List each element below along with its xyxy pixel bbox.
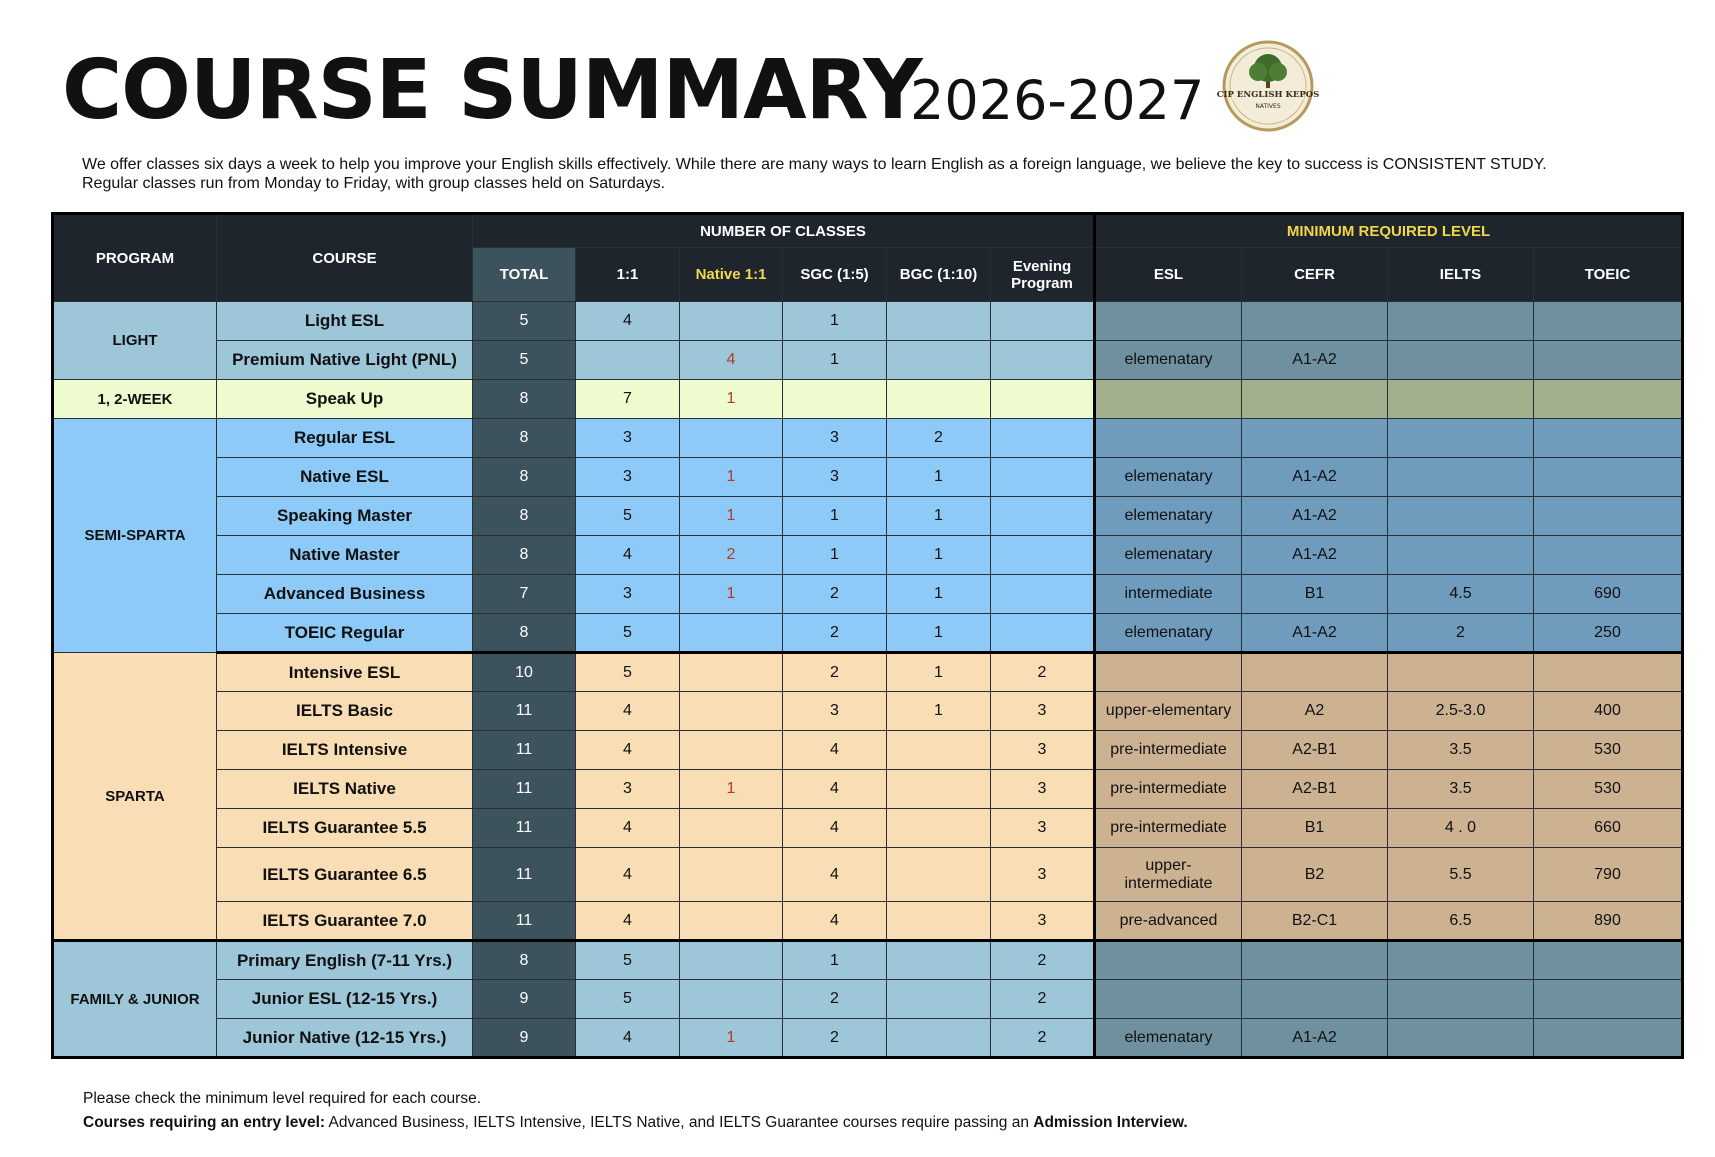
one-cell: 4 — [576, 848, 680, 902]
course-name: Junior Native (12-15 Yrs.) — [217, 1019, 473, 1058]
bgc-cell: 1 — [887, 575, 991, 614]
esl-cell: elemenatary — [1095, 341, 1242, 380]
toeic-cell: 660 — [1534, 809, 1683, 848]
one-cell: 7 — [576, 380, 680, 419]
evening-cell — [991, 341, 1095, 380]
sgc-cell: 3 — [783, 419, 887, 458]
total-cell: 11 — [473, 848, 576, 902]
footer-admission-interview: Admission Interview. — [1033, 1114, 1188, 1131]
one-cell: 4 — [576, 902, 680, 941]
toeic-cell: 790 — [1534, 848, 1683, 902]
one-cell: 5 — [576, 497, 680, 536]
bgc-cell — [887, 902, 991, 941]
table-row — [53, 809, 1683, 848]
sgc-cell: 2 — [783, 1019, 887, 1058]
header-evening: Evening Program — [991, 248, 1095, 302]
one-cell: 3 — [576, 419, 680, 458]
course-name: IELTS Guarantee 5.5 — [217, 809, 473, 848]
ielts-cell — [1388, 1019, 1534, 1058]
total-cell: 8 — [473, 458, 576, 497]
ielts-cell: 2 — [1388, 614, 1534, 653]
native-cell — [680, 692, 783, 731]
header-bgc: BGC (1:10) — [887, 248, 991, 302]
one-cell: 5 — [576, 653, 680, 692]
table-row — [53, 614, 1683, 653]
footer-line-2 — [83, 1111, 1188, 1135]
header-total: TOTAL — [473, 248, 576, 302]
esl-cell: pre-intermediate — [1095, 809, 1242, 848]
course-name: Native Master — [217, 536, 473, 575]
toeic-cell: 400 — [1534, 692, 1683, 731]
ielts-cell: 4.5 — [1388, 575, 1534, 614]
evening-cell — [991, 302, 1095, 341]
sgc-cell: 1 — [783, 497, 887, 536]
cefr-cell: A2-B1 — [1242, 731, 1388, 770]
cefr-cell — [1242, 302, 1388, 341]
toeic-cell — [1534, 941, 1683, 980]
one-cell: 3 — [576, 770, 680, 809]
course-name: IELTS Intensive — [217, 731, 473, 770]
toeic-cell — [1534, 419, 1683, 458]
toeic-cell — [1534, 1019, 1683, 1058]
one-cell: 5 — [576, 980, 680, 1019]
one-cell: 5 — [576, 941, 680, 980]
sgc-cell: 1 — [783, 536, 887, 575]
sgc-cell: 3 — [783, 692, 887, 731]
toeic-cell — [1534, 380, 1683, 419]
total-cell: 9 — [473, 1019, 576, 1058]
toeic-cell: 250 — [1534, 614, 1683, 653]
svg-text:NATIVES: NATIVES — [1255, 103, 1281, 110]
one-cell: 4 — [576, 302, 680, 341]
table-row — [53, 458, 1683, 497]
footer-entry-label: Courses requiring an entry level: — [83, 1114, 326, 1131]
esl-cell — [1095, 980, 1242, 1019]
course-name: Advanced Business — [217, 575, 473, 614]
table-row — [53, 497, 1683, 536]
esl-cell: pre-intermediate — [1095, 770, 1242, 809]
ielts-cell — [1388, 536, 1534, 575]
ielts-cell: 5.5 — [1388, 848, 1534, 902]
header-number-of-classes: NUMBER OF CLASSES — [473, 214, 1095, 248]
intro-text — [82, 155, 1642, 193]
toeic-cell — [1534, 302, 1683, 341]
cefr-cell: A1-A2 — [1242, 614, 1388, 653]
bgc-cell — [887, 1019, 991, 1058]
native-cell: 1 — [680, 575, 783, 614]
table-row — [53, 731, 1683, 770]
esl-cell: elemenatary — [1095, 614, 1242, 653]
course-name: Native ESL — [217, 458, 473, 497]
footer-notes — [83, 1087, 1188, 1135]
ielts-cell: 3.5 — [1388, 731, 1534, 770]
header-ielts: IELTS — [1388, 248, 1534, 302]
cefr-cell: A2-B1 — [1242, 770, 1388, 809]
program-light: LIGHT — [53, 302, 217, 380]
table-row — [53, 380, 1683, 419]
ielts-cell — [1388, 419, 1534, 458]
course-name: Primary English (7-11 Yrs.) — [217, 941, 473, 980]
course-name: Intensive ESL — [217, 653, 473, 692]
program-family-junior: FAMILY & JUNIOR — [53, 941, 217, 1058]
total-cell: 11 — [473, 770, 576, 809]
page-year: 2026-2027 — [910, 69, 1205, 132]
cefr-cell: A1-A2 — [1242, 458, 1388, 497]
toeic-cell — [1534, 980, 1683, 1019]
evening-cell: 3 — [991, 809, 1095, 848]
esl-cell: upper-elementary — [1095, 692, 1242, 731]
course-name: IELTS Guarantee 7.0 — [217, 902, 473, 941]
ielts-cell — [1388, 341, 1534, 380]
esl-cell: elemenatary — [1095, 497, 1242, 536]
bgc-cell: 2 — [887, 419, 991, 458]
ielts-cell: 2.5-3.0 — [1388, 692, 1534, 731]
cefr-cell — [1242, 380, 1388, 419]
bgc-cell: 1 — [887, 497, 991, 536]
native-cell — [680, 419, 783, 458]
header-esl: ESL — [1095, 248, 1242, 302]
total-cell: 7 — [473, 575, 576, 614]
table-row — [53, 1019, 1683, 1058]
table-row — [53, 341, 1683, 380]
one-cell: 4 — [576, 692, 680, 731]
total-cell: 5 — [473, 302, 576, 341]
esl-cell: elemenatary — [1095, 458, 1242, 497]
table-row — [53, 419, 1683, 458]
header-sgc: SGC (1:5) — [783, 248, 887, 302]
table-row — [53, 848, 1683, 902]
header-native: Native 1:1 — [680, 248, 783, 302]
program-semi-sparta: SEMI-SPARTA — [53, 419, 217, 653]
bgc-cell: 1 — [887, 653, 991, 692]
evening-cell — [991, 575, 1095, 614]
header-1on1: 1:1 — [576, 248, 680, 302]
esl-cell — [1095, 941, 1242, 980]
one-cell: 5 — [576, 614, 680, 653]
native-cell — [680, 302, 783, 341]
evening-cell: 3 — [991, 692, 1095, 731]
esl-cell — [1095, 302, 1242, 341]
bgc-cell — [887, 770, 991, 809]
cefr-cell — [1242, 653, 1388, 692]
native-cell: 1 — [680, 458, 783, 497]
cefr-cell — [1242, 419, 1388, 458]
sgc-cell: 4 — [783, 848, 887, 902]
sgc-cell: 1 — [783, 941, 887, 980]
native-cell: 1 — [680, 1019, 783, 1058]
sgc-cell: 1 — [783, 302, 887, 341]
native-cell: 4 — [680, 341, 783, 380]
total-cell: 8 — [473, 419, 576, 458]
native-cell: 1 — [680, 770, 783, 809]
intro-line-2: Regular classes run from Monday to Friday, with group classes held on Saturdays. — [82, 175, 666, 192]
cefr-cell: B1 — [1242, 575, 1388, 614]
bgc-cell — [887, 980, 991, 1019]
esl-cell — [1095, 419, 1242, 458]
sgc-cell — [783, 380, 887, 419]
esl-cell: pre-advanced — [1095, 902, 1242, 941]
esl-cell — [1095, 653, 1242, 692]
footer-line-1: Please check the minimum level required for each course. — [83, 1090, 482, 1107]
sgc-cell: 1 — [783, 341, 887, 380]
program-sparta: SPARTA — [53, 653, 217, 941]
footer-entry-text: Advanced Business, IELTS Intensive, IELTS Native, and IELTS Guarantee courses require passing an — [325, 1114, 1034, 1131]
native-cell — [680, 941, 783, 980]
header-toeic: TOEIC — [1534, 248, 1683, 302]
ielts-cell — [1388, 302, 1534, 341]
course-name: IELTS Guarantee 6.5 — [217, 848, 473, 902]
one-cell: 4 — [576, 1019, 680, 1058]
evening-cell: 2 — [991, 980, 1095, 1019]
course-name: IELTS Native — [217, 770, 473, 809]
esl-cell: pre-intermediate — [1095, 731, 1242, 770]
cefr-cell: A1-A2 — [1242, 497, 1388, 536]
ielts-cell — [1388, 941, 1534, 980]
ielts-cell — [1388, 458, 1534, 497]
course-name: Regular ESL — [217, 419, 473, 458]
toeic-cell: 530 — [1534, 731, 1683, 770]
table-row — [53, 941, 1683, 980]
cefr-cell — [1242, 980, 1388, 1019]
esl-cell: elemenatary — [1095, 1019, 1242, 1058]
table-row — [53, 770, 1683, 809]
one-cell: 4 — [576, 536, 680, 575]
sgc-cell: 4 — [783, 902, 887, 941]
course-name: Speak Up — [217, 380, 473, 419]
toeic-cell — [1534, 536, 1683, 575]
evening-cell — [991, 536, 1095, 575]
bgc-cell — [887, 941, 991, 980]
evening-cell: 3 — [991, 902, 1095, 941]
total-cell: 8 — [473, 497, 576, 536]
cefr-cell: A1-A2 — [1242, 536, 1388, 575]
esl-cell: intermediate — [1095, 575, 1242, 614]
one-cell: 4 — [576, 731, 680, 770]
toeic-cell: 530 — [1534, 770, 1683, 809]
course-name: Premium Native Light (PNL) — [217, 341, 473, 380]
native-cell — [680, 902, 783, 941]
total-cell: 5 — [473, 341, 576, 380]
total-cell: 8 — [473, 536, 576, 575]
sgc-cell: 2 — [783, 653, 887, 692]
bgc-cell — [887, 302, 991, 341]
ielts-cell — [1388, 497, 1534, 536]
evening-cell — [991, 380, 1095, 419]
ielts-cell — [1388, 653, 1534, 692]
total-cell: 11 — [473, 731, 576, 770]
cefr-cell: B1 — [1242, 809, 1388, 848]
sgc-cell: 4 — [783, 809, 887, 848]
cefr-cell: B2-C1 — [1242, 902, 1388, 941]
toeic-cell: 690 — [1534, 575, 1683, 614]
bgc-cell: 1 — [887, 692, 991, 731]
native-cell — [680, 731, 783, 770]
bgc-cell — [887, 731, 991, 770]
bgc-cell — [887, 809, 991, 848]
ielts-cell: 4 . 0 — [1388, 809, 1534, 848]
total-cell: 8 — [473, 614, 576, 653]
table-row — [53, 302, 1683, 341]
total-cell: 11 — [473, 692, 576, 731]
evening-cell: 2 — [991, 1019, 1095, 1058]
cefr-cell: A1-A2 — [1242, 341, 1388, 380]
course-name: Speaking Master — [217, 497, 473, 536]
total-cell: 11 — [473, 902, 576, 941]
page-title: COURSE SUMMARY — [62, 43, 922, 138]
ielts-cell: 6.5 — [1388, 902, 1534, 941]
cefr-cell: A1-A2 — [1242, 1019, 1388, 1058]
one-cell — [576, 341, 680, 380]
cefr-cell: A2 — [1242, 692, 1388, 731]
native-cell: 1 — [680, 380, 783, 419]
school-logo — [1216, 40, 1320, 132]
table-row — [53, 575, 1683, 614]
table-row — [53, 980, 1683, 1019]
bgc-cell: 1 — [887, 614, 991, 653]
course-name: Junior ESL (12-15 Yrs.) — [217, 980, 473, 1019]
table-row — [53, 536, 1683, 575]
bgc-cell: 1 — [887, 458, 991, 497]
esl-cell — [1095, 380, 1242, 419]
table-row — [53, 692, 1683, 731]
evening-cell: 3 — [991, 731, 1095, 770]
native-cell — [680, 614, 783, 653]
toeic-cell — [1534, 653, 1683, 692]
header-program: PROGRAM — [53, 214, 217, 302]
cefr-cell — [1242, 941, 1388, 980]
header-course: COURSE — [217, 214, 473, 302]
toeic-cell — [1534, 341, 1683, 380]
table-row — [53, 902, 1683, 941]
table-row — [53, 653, 1683, 692]
one-cell: 3 — [576, 575, 680, 614]
course-summary-table — [51, 212, 1684, 1059]
sgc-cell: 4 — [783, 731, 887, 770]
intro-line-1: We offer classes six days a week to help you improve your English skills effectively. While there are many ways to learn English as a foreign language, we believe the key to success is CONSISTENT STUDY. — [82, 156, 1547, 173]
program-week: 1, 2-WEEK — [53, 380, 217, 419]
native-cell: 2 — [680, 536, 783, 575]
native-cell — [680, 848, 783, 902]
bgc-cell: 1 — [887, 536, 991, 575]
ielts-cell: 3.5 — [1388, 770, 1534, 809]
header-cefr: CEFR — [1242, 248, 1388, 302]
bgc-cell — [887, 380, 991, 419]
native-cell — [680, 980, 783, 1019]
total-cell: 8 — [473, 941, 576, 980]
one-cell: 3 — [576, 458, 680, 497]
bgc-cell — [887, 848, 991, 902]
sgc-cell: 3 — [783, 458, 887, 497]
course-name: TOEIC Regular — [217, 614, 473, 653]
ielts-cell — [1388, 380, 1534, 419]
toeic-cell — [1534, 497, 1683, 536]
evening-cell — [991, 419, 1095, 458]
toeic-cell: 890 — [1534, 902, 1683, 941]
one-cell: 4 — [576, 809, 680, 848]
ielts-cell — [1388, 980, 1534, 1019]
total-cell: 8 — [473, 380, 576, 419]
evening-cell: 3 — [991, 848, 1095, 902]
bgc-cell — [887, 341, 991, 380]
svg-text:CIP ENGLISH KEPOS: CIP ENGLISH KEPOS — [1216, 90, 1320, 100]
evening-cell — [991, 458, 1095, 497]
sgc-cell: 4 — [783, 770, 887, 809]
cefr-cell: B2 — [1242, 848, 1388, 902]
course-name: IELTS Basic — [217, 692, 473, 731]
sgc-cell: 2 — [783, 575, 887, 614]
header-min-level: MINIMUM REQUIRED LEVEL — [1095, 214, 1683, 248]
total-cell: 9 — [473, 980, 576, 1019]
total-cell: 10 — [473, 653, 576, 692]
esl-cell: elemenatary — [1095, 536, 1242, 575]
esl-cell: upper-intermediate — [1095, 848, 1242, 902]
evening-cell — [991, 614, 1095, 653]
total-cell: 11 — [473, 809, 576, 848]
native-cell — [680, 653, 783, 692]
evening-cell: 3 — [991, 770, 1095, 809]
course-name: Light ESL — [217, 302, 473, 341]
native-cell: 1 — [680, 497, 783, 536]
toeic-cell — [1534, 458, 1683, 497]
sgc-cell: 2 — [783, 614, 887, 653]
evening-cell: 2 — [991, 653, 1095, 692]
sgc-cell: 2 — [783, 980, 887, 1019]
evening-cell — [991, 497, 1095, 536]
evening-cell: 2 — [991, 941, 1095, 980]
native-cell — [680, 809, 783, 848]
